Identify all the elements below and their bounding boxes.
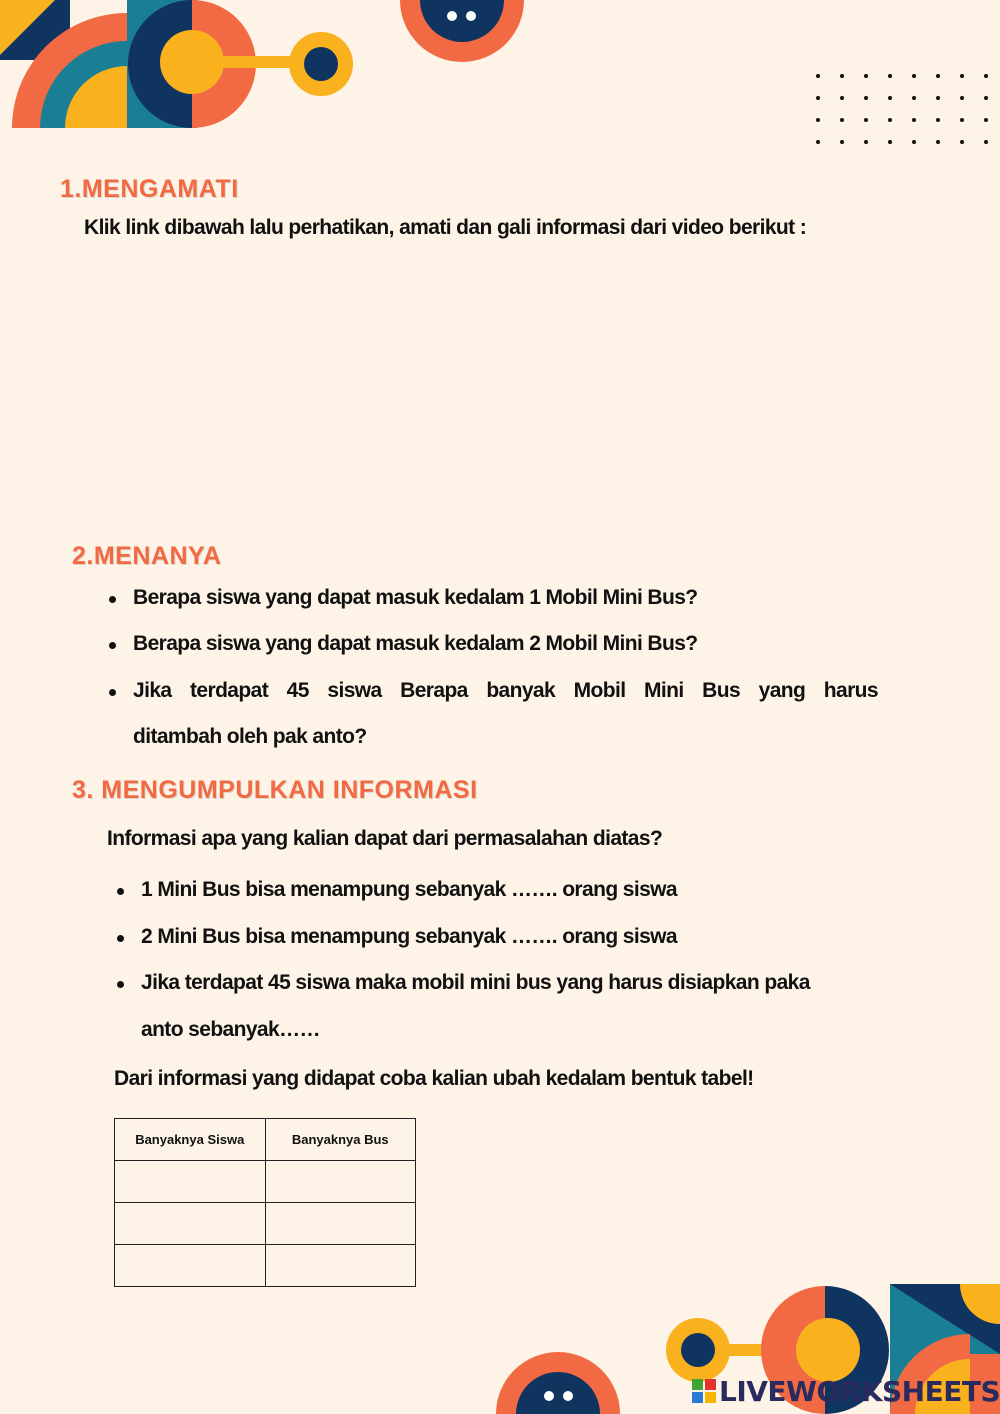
table-cell[interactable] (265, 1161, 416, 1203)
table-cell[interactable] (265, 1245, 416, 1287)
answer-table (114, 1118, 416, 1287)
table-header-siswa: Banyaknya Siswa (115, 1119, 266, 1161)
section1-instruction: Klik link dibawah lalu perhatikan, amati dan gali informasi dari video berikut : (84, 216, 807, 239)
table-row (115, 1245, 416, 1287)
table-instruction: Dari informasi yang didapat coba kalian ubah kedalam bentuk tabel! (114, 1067, 754, 1090)
section3-prompt: Informasi apa yang kalian dapat dari permasalahan diatas? (107, 827, 663, 850)
info-item: 1 Mini Bus bisa menampung sebanyak ……. orang siswa (141, 878, 677, 901)
decor-top-circle (395, 0, 530, 65)
info-item: 2 Mini Bus bisa menampung sebanyak ……. orang siswa (141, 925, 677, 948)
question-item: Jika terdapat 45 siswa Berapa banyak Mobil Mini Bus yang harus (133, 679, 878, 702)
brand-logo-icon (692, 1379, 716, 1403)
question-item: Berapa siswa yang dapat masuk kedalam 2 Mobil Mini Bus? (133, 632, 698, 655)
table-header-bus: Banyaknya Bus (265, 1119, 416, 1161)
decor-top-left (0, 0, 360, 135)
info-item: Jika terdapat 45 siswa maka mobil mini bus yang harus disiapkan paka (141, 971, 810, 994)
decor-bottom-circle (492, 1348, 624, 1414)
section2-heading: 2.MENANYA (72, 542, 222, 570)
table-cell[interactable] (115, 1203, 266, 1245)
table-cell[interactable] (265, 1203, 416, 1245)
brand-logo (692, 1374, 1000, 1408)
table-row (115, 1161, 416, 1203)
table-row (115, 1203, 416, 1245)
section1-heading: 1.MENGAMATI (60, 175, 239, 203)
question-item-continuation: ditambah oleh pak anto? (133, 725, 367, 748)
question-item: Berapa siswa yang dapat masuk kedalam 1 Mobil Mini Bus? (133, 586, 698, 609)
section3-heading: 3. MENGUMPULKAN INFORMASI (72, 776, 478, 804)
brand-logo-text: LIVEWORKSHEETS (719, 1374, 1000, 1408)
info-item-continuation: anto sebanyak…… (141, 1018, 320, 1041)
table-cell[interactable] (115, 1245, 266, 1287)
decor-dot-grid (812, 70, 990, 148)
table-cell[interactable] (115, 1161, 266, 1203)
